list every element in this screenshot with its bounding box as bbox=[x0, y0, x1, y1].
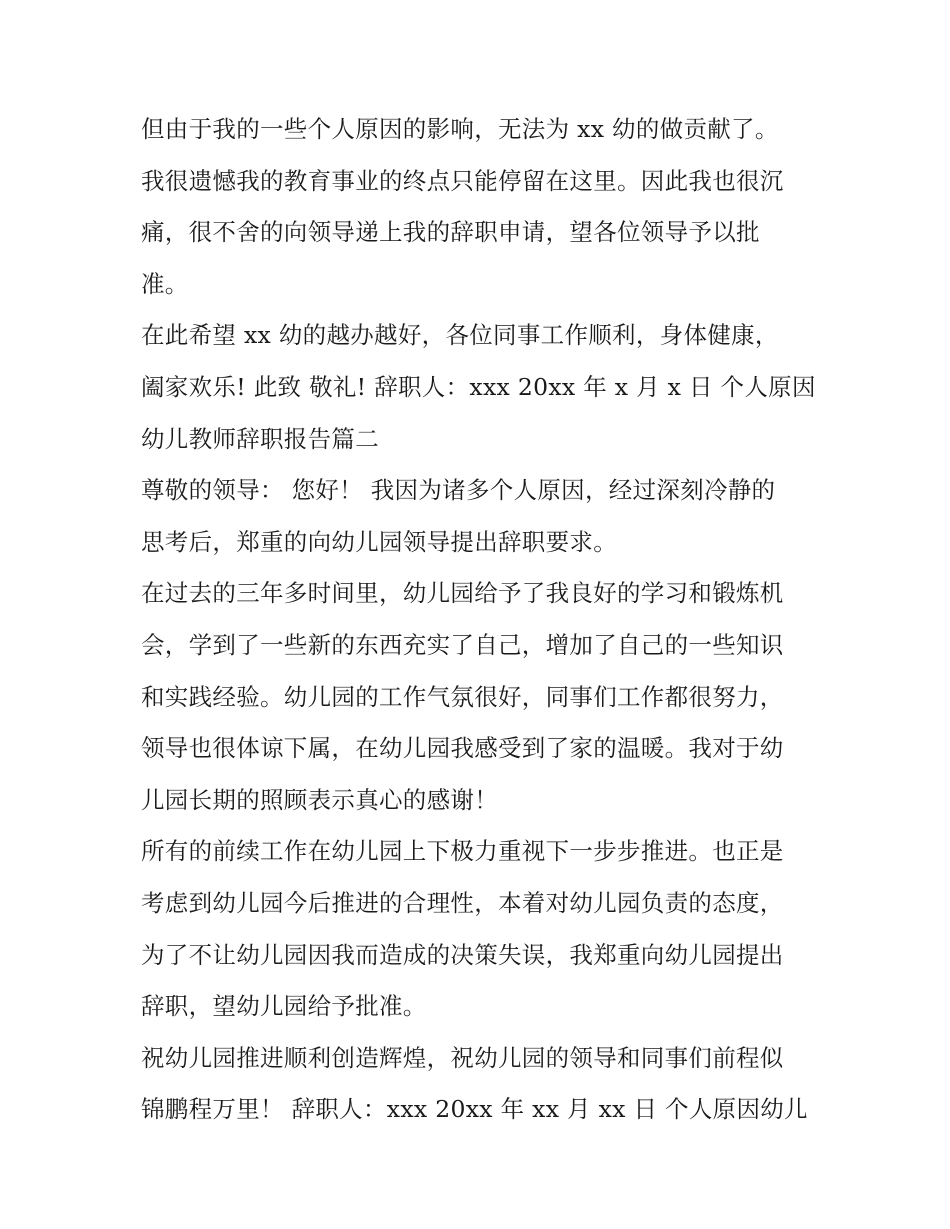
text-line: 在过去的三年多时间里，幼儿园给予了我良好的学习和锻炼机 bbox=[141, 579, 784, 608]
text-line: 准。 bbox=[141, 269, 189, 298]
text-line: 思考后，郑重的向幼儿园领导提出辞职要求。 bbox=[141, 527, 617, 556]
text-line: 我很遗憾我的教育事业的终点只能停留在这里。因此我也很沉 bbox=[141, 166, 784, 195]
text-line: 祝幼儿园推进顺利创造辉煌，祝幼儿园的领导和同事们前程似 bbox=[141, 1043, 784, 1072]
text-line: 会，学到了一些新的东西充实了自己，增加了自己的一些知识 bbox=[141, 630, 784, 659]
document-body bbox=[141, 104, 831, 1136]
text-line: 辞职，望幼儿园给予批准。 bbox=[141, 992, 427, 1021]
text-line: 阖家欢乐! 此致 敬礼! 辞职人：xxx 20xx 年 x 月 x 日 个人原因 bbox=[141, 372, 816, 401]
text-line: 所有的前续工作在幼儿园上下极力重视下一步步推进。也正是 bbox=[141, 837, 784, 866]
text-line: 在此希望 xx 幼的越办越好，各位同事工作顺利，身体健康， bbox=[141, 321, 779, 350]
text-line: 考虑到幼儿园今后推进的合理性，本着对幼儿园负责的态度， bbox=[141, 888, 784, 917]
text-line: 痛，很不舍的向领导递上我的辞职申请，望各位领导予以批 bbox=[141, 218, 760, 247]
text-line: 为了不让幼儿园因我而造成的决策失误，我郑重向幼儿园提出 bbox=[141, 940, 784, 969]
section-heading: 幼儿教师辞职报告篇二 bbox=[141, 424, 379, 453]
text-line: 儿园长期的照顾表示真心的感谢！ bbox=[141, 785, 498, 814]
text-line: 尊敬的领导： 您好！ 我因为诸多个人原因，经过深刻冷静的 bbox=[141, 476, 776, 505]
text-line: 领导也很体谅下属，在幼儿园我感受到了家的温暖。我对于幼 bbox=[141, 734, 784, 763]
text-line: 锦鹏程万里！ 辞职人：xxx 20xx 年 xx 月 xx 日 个人原因幼儿 bbox=[141, 1095, 808, 1124]
text-line: 和实践经验。幼儿园的工作气氛很好，同事们工作都很努力， bbox=[141, 682, 784, 711]
text-line: 但由于我的一些个人原因的影响，无法为 xx 幼的做贡献了。 bbox=[141, 115, 779, 143]
